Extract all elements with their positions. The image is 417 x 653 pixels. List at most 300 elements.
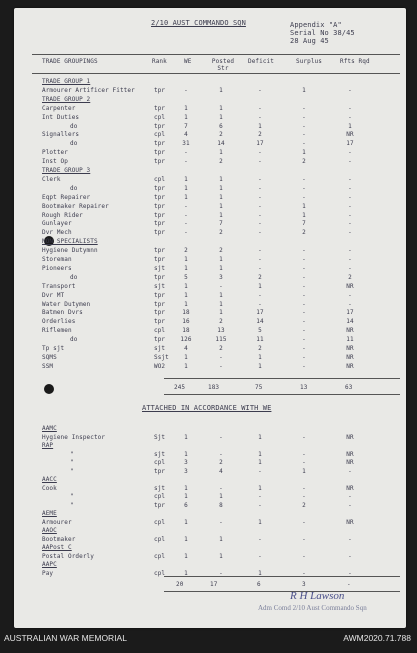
cell-deficit: - xyxy=(258,202,262,210)
cell-rfts: - xyxy=(348,158,352,166)
cell-we: 1 xyxy=(184,535,188,543)
cell-trade: " xyxy=(70,450,74,458)
cell-posted: 1 xyxy=(219,193,223,201)
cell-deficit: - xyxy=(258,493,262,500)
cell-rank: sjt xyxy=(154,345,166,352)
cell-we: - xyxy=(184,149,188,157)
cell-trade: Tp sjt xyxy=(42,345,65,352)
cell-rank: tpr xyxy=(154,193,166,201)
cell-deficit: 1 xyxy=(258,282,262,290)
cell-trade: do xyxy=(70,122,78,130)
cell-posted: 2 xyxy=(219,229,223,237)
header-rule xyxy=(32,54,400,55)
cell-rfts: NR xyxy=(346,450,354,458)
cell-deficit: - xyxy=(258,552,262,560)
col-header-deficit: Deficit xyxy=(248,58,274,65)
cell-rfts: - xyxy=(348,467,352,475)
cell-posted: 7 xyxy=(219,220,223,228)
cell-we: - xyxy=(184,158,188,166)
trade-group-heading: AEME xyxy=(42,510,57,517)
col-header-we: WE xyxy=(184,58,192,65)
cell-surplus: - xyxy=(302,569,306,577)
cell-rank: tpr xyxy=(154,318,166,326)
cell-trade: " xyxy=(70,493,74,500)
cell-posted: 1 xyxy=(219,535,223,543)
attached-total-we: 20 xyxy=(176,581,184,588)
cell-posted: - xyxy=(219,484,223,492)
cell-rank: tpr xyxy=(154,336,166,344)
cell-posted: - xyxy=(219,433,223,441)
total-we: 245 xyxy=(174,384,186,391)
cell-we: 16 xyxy=(182,318,190,326)
cell-posted: - xyxy=(219,282,223,290)
cell-surplus: - xyxy=(302,318,306,326)
trade-group-heading: AACC xyxy=(42,476,57,483)
cell-posted: 14 xyxy=(217,140,225,148)
cell-deficit: - xyxy=(258,104,262,112)
cell-deficit: - xyxy=(258,264,262,272)
cell-posted: 2 xyxy=(219,131,223,139)
totals-rule-bottom xyxy=(164,394,400,395)
cell-rfts: 2 xyxy=(348,273,352,281)
cell-surplus: 1 xyxy=(302,202,306,210)
cell-posted: 2 xyxy=(219,247,223,255)
cell-rank: tpr xyxy=(154,501,166,509)
cell-surplus: - xyxy=(302,300,306,308)
cell-rfts: NR xyxy=(346,362,354,370)
cell-rfts: - xyxy=(348,220,352,228)
cell-we: 4 xyxy=(184,131,188,139)
cell-posted: 13 xyxy=(217,327,225,335)
cell-rfts: NR xyxy=(346,433,354,441)
cell-rfts: - xyxy=(348,113,352,121)
cell-trade: Plotter xyxy=(42,149,68,157)
cell-trade: Orderlies xyxy=(42,318,76,326)
cell-surplus: - xyxy=(302,535,306,543)
cell-surplus: - xyxy=(302,256,306,263)
cell-deficit: 1 xyxy=(258,484,262,492)
cell-rfts: NR xyxy=(346,131,354,139)
cell-deficit: - xyxy=(258,175,262,183)
cell-rank: cpl xyxy=(154,113,166,121)
signature: R H Lawson xyxy=(290,590,345,602)
cell-rfts: NR xyxy=(346,459,354,466)
cell-we: 4 xyxy=(184,345,188,352)
cell-rfts: - xyxy=(348,552,352,560)
cell-posted: 4 xyxy=(219,467,223,475)
cell-rank: cpl xyxy=(154,327,166,335)
cell-rfts: 11 xyxy=(346,336,354,344)
cell-rank: tpr xyxy=(154,184,166,192)
col-header-trade: TRADE GROUPINGS xyxy=(42,58,98,65)
cell-rfts: - xyxy=(348,300,352,308)
cell-we: 1 xyxy=(184,104,188,112)
trade-group-heading: AAMC xyxy=(42,425,57,432)
trade-group-heading: TRADE GROUP 3 xyxy=(42,167,91,174)
cell-posted: 1 xyxy=(219,202,223,210)
cell-surplus: - xyxy=(302,459,306,466)
cell-we: 1 xyxy=(184,113,188,121)
cell-surplus: 1 xyxy=(302,467,306,475)
doc-date: 28 Aug 45 xyxy=(290,37,329,45)
cell-posted: - xyxy=(219,353,223,361)
cell-posted: 1 xyxy=(219,211,223,219)
cell-trade: Bootmaker Repairer xyxy=(42,202,109,210)
cell-rank: cpl xyxy=(154,131,166,139)
cell-rank: sjt xyxy=(154,282,166,290)
cell-rfts: - xyxy=(348,247,352,255)
cell-rank: tpr xyxy=(154,273,166,281)
cell-we: 1 xyxy=(184,362,188,370)
cell-rfts: NR xyxy=(346,345,354,352)
unit-stamp: Adm Comd 2/10 Aust Commando Sqn xyxy=(258,604,367,612)
cell-surplus: - xyxy=(302,345,306,352)
cell-posted: 1 xyxy=(219,184,223,192)
cell-rfts: - xyxy=(348,229,352,237)
cell-we: 7 xyxy=(184,122,188,130)
cell-trade: SQMS xyxy=(42,353,57,361)
cell-we: 1 xyxy=(184,518,188,526)
cell-trade: do xyxy=(70,273,78,281)
cell-deficit: - xyxy=(258,113,262,121)
cell-we: 31 xyxy=(182,140,190,148)
cell-surplus: - xyxy=(302,193,306,201)
cell-we: 1 xyxy=(184,552,188,560)
cell-posted: 1 xyxy=(219,175,223,183)
cell-surplus: 1 xyxy=(302,86,306,94)
cell-surplus: - xyxy=(302,433,306,441)
cell-deficit: - xyxy=(258,193,262,201)
attached-total-deficit: 6 xyxy=(257,581,261,588)
cell-we: - xyxy=(184,202,188,210)
cell-surplus: - xyxy=(302,484,306,492)
cell-rank: tpr xyxy=(154,122,166,130)
cell-we: 1 xyxy=(184,300,188,308)
cell-trade: Int Duties xyxy=(42,113,80,121)
cell-trade: " xyxy=(70,459,74,466)
trade-group-heading: AAPC xyxy=(42,561,57,568)
cell-rfts: 17 xyxy=(346,140,354,148)
cell-surplus: - xyxy=(302,113,306,121)
cell-trade: Gunlayer xyxy=(42,220,72,228)
cell-rank: Sjt xyxy=(154,433,166,441)
cell-rank: cpl xyxy=(154,459,166,466)
cell-we: 1 xyxy=(184,291,188,299)
cell-deficit: 1 xyxy=(258,362,262,370)
cell-deficit: - xyxy=(258,291,262,299)
cell-posted: 6 xyxy=(219,122,223,130)
cell-we: - xyxy=(184,220,188,228)
cell-deficit: - xyxy=(258,184,262,192)
cell-posted: 2 xyxy=(219,459,223,466)
cell-posted: 1 xyxy=(219,493,223,500)
cell-posted: 1 xyxy=(219,104,223,112)
cell-we: 1 xyxy=(184,450,188,458)
cell-rfts: 1 xyxy=(348,122,352,130)
attached-total-surplus: 3 xyxy=(302,581,306,588)
cell-surplus: - xyxy=(302,353,306,361)
cell-surplus: - xyxy=(302,140,306,148)
cell-rfts: - xyxy=(348,86,352,94)
cell-deficit: 17 xyxy=(256,309,264,317)
cell-surplus: 2 xyxy=(302,158,306,166)
col-header-rank: Rank xyxy=(152,58,167,65)
cell-rfts: - xyxy=(348,202,352,210)
cell-we: 1 xyxy=(184,433,188,441)
cell-posted: 1 xyxy=(219,86,223,94)
cell-rank: tpr xyxy=(154,309,166,317)
cell-trade: Carpenter xyxy=(42,104,76,112)
cell-trade: do xyxy=(70,336,78,344)
cell-deficit: 1 xyxy=(258,459,262,466)
cell-posted: 1 xyxy=(219,552,223,560)
footer-accession-number: AWM2020.71.788 xyxy=(343,633,411,643)
cell-trade: Hygiene Inspector xyxy=(42,433,106,441)
cell-rank: tpr xyxy=(154,86,166,94)
cell-trade: Pioneers xyxy=(42,264,72,272)
trade-group-heading: AAOC xyxy=(42,527,57,534)
footer-archive-name: AUSTRALIAN WAR MEMORIAL xyxy=(4,633,127,643)
cell-posted: 2 xyxy=(219,345,223,352)
cell-surplus: 7 xyxy=(302,220,306,228)
cell-rank: tpr xyxy=(154,467,166,475)
cell-we: 6 xyxy=(184,501,188,509)
cell-deficit: - xyxy=(258,256,262,263)
cell-rfts: - xyxy=(348,175,352,183)
cell-surplus: 1 xyxy=(302,211,306,219)
cell-we: 18 xyxy=(182,327,190,335)
cell-trade: do xyxy=(70,140,78,148)
cell-deficit: 2 xyxy=(258,131,262,139)
cell-trade: Bootmaker xyxy=(42,535,76,543)
cell-posted: 115 xyxy=(215,336,227,344)
cell-rfts: - xyxy=(348,264,352,272)
cell-surplus: - xyxy=(302,175,306,183)
cell-trade: do xyxy=(70,184,78,192)
attached-totals-rule-top xyxy=(164,576,400,577)
cell-we: 1 xyxy=(184,184,188,192)
cell-rfts: - xyxy=(348,104,352,112)
cell-posted: - xyxy=(219,569,223,577)
cell-surplus: - xyxy=(302,327,306,335)
trade-group-heading: TRADE GROUP 1 xyxy=(42,78,91,85)
cell-we: - xyxy=(184,86,188,94)
cell-posted: - xyxy=(219,450,223,458)
cell-trade: Armourer xyxy=(42,518,72,526)
cell-posted: 8 xyxy=(219,501,223,509)
cell-deficit: - xyxy=(258,501,262,509)
cell-rfts: - xyxy=(348,501,352,509)
cell-rfts: NR xyxy=(346,282,354,290)
cell-trade: Cook xyxy=(42,484,57,492)
cell-we: 1 xyxy=(184,282,188,290)
cell-we: 1 xyxy=(184,353,188,361)
cell-surplus: - xyxy=(302,362,306,370)
cell-rank: tpr xyxy=(154,140,166,148)
doc-title: 2/10 AUST COMMANDO SQN xyxy=(151,19,246,27)
cell-rfts: - xyxy=(348,211,352,219)
cell-rank: WO2 xyxy=(154,362,166,370)
cell-trade: Storeman xyxy=(42,256,72,263)
cell-deficit: - xyxy=(258,158,262,166)
cell-deficit: 2 xyxy=(258,273,262,281)
cell-rank: sjt xyxy=(154,264,166,272)
cell-trade: " xyxy=(70,467,74,475)
cell-rfts: NR xyxy=(346,518,354,526)
cell-rank: tpr xyxy=(154,211,166,219)
cell-rank: cpl xyxy=(154,493,166,500)
cell-rfts: - xyxy=(348,569,352,577)
cell-we: 3 xyxy=(184,467,188,475)
cell-deficit: 5 xyxy=(258,327,262,335)
cell-deficit: 17 xyxy=(256,140,264,148)
cell-rfts: - xyxy=(348,535,352,543)
cell-surplus: - xyxy=(302,264,306,272)
cell-deficit: - xyxy=(258,229,262,237)
cell-rfts: - xyxy=(348,184,352,192)
trade-group-heading: AAPost C xyxy=(42,544,72,551)
cell-rank: cpl xyxy=(154,175,166,183)
cell-trade: Dvr Mech xyxy=(42,229,72,237)
total-surplus: 13 xyxy=(300,384,308,391)
cell-deficit: - xyxy=(258,149,262,157)
cell-surplus: - xyxy=(302,493,306,500)
attached-totals-rule-bottom xyxy=(164,591,400,592)
cell-surplus: - xyxy=(302,309,306,317)
cell-surplus: - xyxy=(302,518,306,526)
trade-group-heading: NON SPECIALISTS xyxy=(42,238,98,246)
cell-posted: 1 xyxy=(219,113,223,121)
cell-rank: tpr xyxy=(154,256,166,263)
cell-trade: Signallers xyxy=(42,131,80,139)
col-header-posted: Posted Str xyxy=(211,58,235,72)
col-header-surplus: Surplus xyxy=(296,58,322,65)
cell-surplus: - xyxy=(302,282,306,290)
cell-we: 5 xyxy=(184,273,188,281)
punch-hole xyxy=(44,384,54,394)
cell-deficit: 1 xyxy=(258,122,262,130)
cell-posted: 3 xyxy=(219,273,223,281)
cell-trade: Pay xyxy=(42,569,54,577)
cell-trade: Inst Op xyxy=(42,158,68,166)
cell-we: 1 xyxy=(184,175,188,183)
cell-posted: 1 xyxy=(219,300,223,308)
cell-rfts: - xyxy=(348,149,352,157)
cell-we: - xyxy=(184,211,188,219)
cell-posted: 2 xyxy=(219,318,223,326)
col-header-rfts: Rfts Rqd xyxy=(340,58,370,65)
cell-posted: 1 xyxy=(219,149,223,157)
cell-rfts: 14 xyxy=(346,318,354,326)
cell-surplus: 1 xyxy=(302,149,306,157)
cell-surplus: - xyxy=(302,336,306,344)
cell-deficit: 1 xyxy=(258,518,262,526)
cell-deficit: 1 xyxy=(258,353,262,361)
cell-rfts: NR xyxy=(346,327,354,335)
cell-rank: tpr xyxy=(154,247,166,255)
attached-total-posted: 17 xyxy=(210,581,218,588)
cell-surplus: 2 xyxy=(302,501,306,509)
cell-rank: tpr xyxy=(154,104,166,112)
cell-deficit: 1 xyxy=(258,569,262,577)
cell-deficit: 1 xyxy=(258,450,262,458)
cell-trade: " xyxy=(70,501,74,509)
cell-we: 2 xyxy=(184,247,188,255)
cell-deficit: 14 xyxy=(256,318,264,326)
cell-we: 126 xyxy=(180,336,192,344)
cell-rank: cpl xyxy=(154,518,166,526)
cell-surplus: - xyxy=(302,104,306,112)
cell-rank: tpr xyxy=(154,158,166,166)
cell-deficit: 2 xyxy=(258,345,262,352)
cell-deficit: - xyxy=(258,220,262,228)
cell-trade: SSM xyxy=(42,362,54,370)
serial-number: Serial No 38/45 xyxy=(290,29,355,37)
cell-surplus: 2 xyxy=(302,229,306,237)
cell-trade: Water Dutymen xyxy=(42,300,91,308)
cell-we: 1 xyxy=(184,193,188,201)
cell-rank: tpr xyxy=(154,202,166,210)
cell-rank: Ssjt xyxy=(154,353,169,361)
cell-rank: tpr xyxy=(154,229,166,237)
cell-trade: Batmen Dvrs xyxy=(42,309,83,317)
cell-surplus: - xyxy=(302,450,306,458)
cell-trade: Postal Orderly xyxy=(42,552,94,560)
cell-posted: - xyxy=(219,518,223,526)
document-sheet xyxy=(14,8,406,628)
cell-deficit: 1 xyxy=(258,433,262,441)
cell-rfts: - xyxy=(348,291,352,299)
total-rfts: 63 xyxy=(345,384,353,391)
cell-rank: tpr xyxy=(154,149,166,157)
cell-rank: cpl xyxy=(154,552,166,560)
cell-we: - xyxy=(184,229,188,237)
cell-deficit: - xyxy=(258,300,262,308)
cell-rfts: - xyxy=(348,193,352,201)
cell-we: 1 xyxy=(184,484,188,492)
cell-surplus: - xyxy=(302,184,306,192)
cell-we: 1 xyxy=(184,256,188,263)
cell-surplus: - xyxy=(302,247,306,255)
cell-rfts: 17 xyxy=(346,309,354,317)
cell-trade: Armourer Artificer Fitter xyxy=(42,86,135,94)
cell-trade: Rough Rider xyxy=(42,211,83,219)
cell-surplus: - xyxy=(302,131,306,139)
cell-rfts: - xyxy=(348,493,352,500)
cell-posted: - xyxy=(219,362,223,370)
cell-posted: 1 xyxy=(219,291,223,299)
cell-trade: Hygiene Dutymnn xyxy=(42,247,98,255)
cell-surplus: - xyxy=(302,552,306,560)
attached-total-rfts: - xyxy=(347,581,351,588)
cell-rfts: NR xyxy=(346,484,354,492)
cell-trade: Riflemen xyxy=(42,327,72,335)
header-rule-bottom xyxy=(32,73,400,74)
attached-title: ATTACHED IN ACCORDANCE WITH WE xyxy=(142,404,272,412)
cell-posted: 1 xyxy=(219,256,223,263)
cell-rank: sjt xyxy=(154,450,166,458)
total-deficit: 75 xyxy=(255,384,263,391)
cell-rfts: - xyxy=(348,256,352,263)
cell-we: 18 xyxy=(182,309,190,317)
totals-rule-top xyxy=(164,378,400,379)
cell-trade: Clerk xyxy=(42,175,61,183)
appendix-label: Appendix "A" xyxy=(290,21,342,29)
cell-rank: tpr xyxy=(154,291,166,299)
cell-we: 1 xyxy=(184,264,188,272)
cell-we: 3 xyxy=(184,459,188,466)
cell-rfts: NR xyxy=(346,353,354,361)
